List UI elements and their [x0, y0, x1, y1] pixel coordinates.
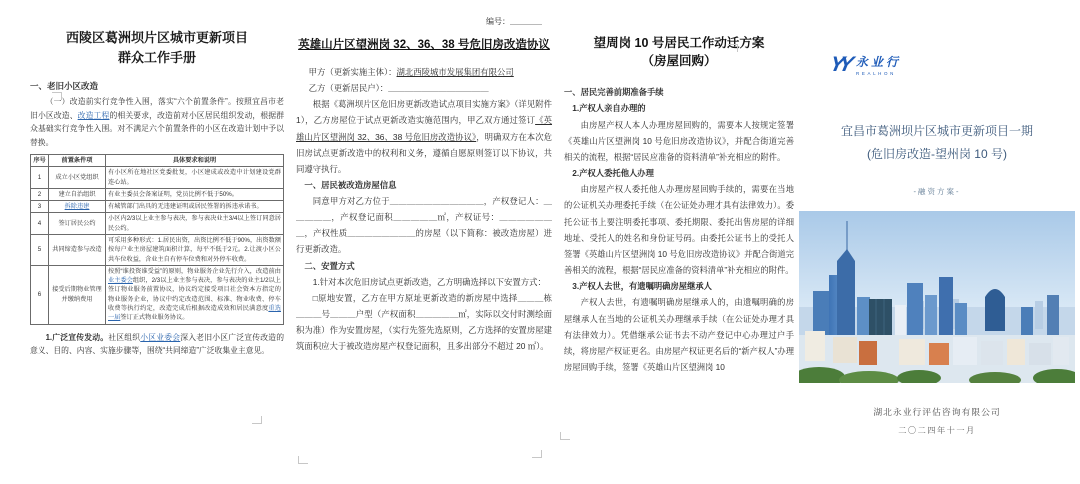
table-row: [31, 265, 284, 324]
row-no: 2: [31, 188, 49, 200]
col-header-item: 前置条件项: [49, 154, 106, 166]
mobilize-text-tail: 深入老旧小区广泛宣传改造的意义、目的、内容、实施步骤等，围绕“共同缔造”广泛收集业主意见。: [30, 332, 285, 356]
table-row: [31, 234, 284, 265]
plan-sub1-body: 由房屋产权人本人办理房屋回购的，需要本人按规定签署《英雄山片区望洲岗 10 号危旧房改造协议》，并配合街道完善相关的流程，根据“居民应准备的资料清单”补充相应的附件。: [564, 119, 794, 162]
cover-title-line1: 宜昌市葛洲坝片区城市更新项目一期: [840, 124, 1033, 138]
cover-subtitle: -融资方案-: [913, 186, 961, 196]
table-row: [31, 188, 284, 200]
table-row: [31, 213, 284, 235]
agreement-number-field: 编号：＿＿＿＿: [486, 17, 542, 26]
page-corner-mark: [298, 456, 308, 464]
plan-sub3-heading: 3.产权人去世，有遗嘱明确房屋继承人: [572, 281, 712, 292]
precondition-table: [30, 154, 284, 325]
agreement-title: 英雄山片区望洲岗 32、36、38 号危旧房改造协议: [298, 39, 550, 51]
party-a-label: 甲方（更新实施主体）：: [308, 67, 397, 77]
plan-sub2-heading: 2.产权人委托他人办理: [572, 168, 654, 179]
plan-sub3-body: 产权人去世，有遗嘱明确房屋继承人的，由遗嘱明确的房屋继承人在当地的公证机关办理继承手续（在公证处办理才具有法律效力）。凭借继承公证书去不动产登记中心办理过户手续，将房屋产权证更名。由房屋产权证更名后的“新产权人”办理房屋回购手续，签署《英雄山片区望洲岗 10: [564, 297, 794, 373]
demolish-illegal-build-link: 拆除违建: [49, 201, 106, 213]
mobilize-heading: 1.广泛宣传发动。: [45, 332, 109, 342]
plan-title-line2: （房屋回购）: [641, 54, 717, 69]
agreement-page: [296, 16, 552, 474]
page-corner-mark: [560, 432, 570, 440]
cover-title: [796, 120, 1078, 166]
desc-text: 组织，2/3以上业主参与表决，参与表决的业主1/2以上签订物业服务前置协议，协议约定接受项目社会资本方指定的物业服务企业，协议中约定改造范围、标准、物业收费、停车收费等执行约定，改造完成后根据改造成效和居民满意度: [108, 277, 281, 313]
handbook-page: [30, 22, 284, 472]
row-desc: 小区内2/3以上业主参与表决，参与表决业主3/4以上签订同意居民公约。: [106, 213, 284, 235]
yongyehang-logo-icon: YY: [827, 53, 851, 76]
logo-chinese-text: 永业行: [856, 55, 902, 69]
row-item: 建立自治组织: [49, 188, 106, 200]
row-no: 4: [31, 213, 49, 235]
row-no: 1: [31, 167, 49, 189]
handbook-title-line2: 群众工作手册: [117, 50, 196, 66]
row-no: 5: [31, 234, 49, 265]
house-info-paragraph: 同意甲方对乙方位于＿＿＿＿＿＿＿＿＿＿＿，产权登记人：＿＿＿＿＿，产权登记面积＿＿＿＿＿㎡，产权证号：＿＿＿＿＿＿＿，产权性质＿＿＿＿＿＿＿＿的房屋（以下简称：被改造房屋）进行更新改造。: [296, 196, 552, 255]
party-a-value: 湖北西陵城市发展集团有限公司: [396, 67, 514, 77]
page-corner-mark: [728, 44, 738, 52]
row-no: 3: [31, 201, 49, 213]
owners-committee-link: 业主委会: [108, 277, 133, 285]
col-header-no: 序号: [31, 154, 49, 166]
table-header-row: [31, 154, 284, 166]
intro-text: （一）改造前实行竞争性入围，落实“六个前置条件”。按照宜昌市老旧小区改造、: [30, 97, 284, 120]
row-item: 接受后期物业管理并缴纳费用: [49, 265, 106, 324]
cover-title-line2: (危旧房改造-望州岗 10 号): [866, 146, 1007, 161]
company-logo: [827, 53, 1078, 76]
agreement-name-underlined: 《英雄山片区望洲岗 32、36、38 号危旧房改造协议》: [296, 115, 553, 142]
cover-company-name: 湖北永业行评估咨询有限公司: [873, 406, 1001, 417]
plan-section1-heading: 一、居民完善前期准备手续: [564, 87, 664, 98]
row-desc: 有业主委员会备案证明，党员比例不低于50%。: [106, 188, 284, 200]
row-no: 6: [31, 265, 49, 324]
table-row: [31, 167, 284, 189]
agreement-preamble: [296, 96, 552, 177]
row-desc: 可采用多种形式：1.居民出资，出资比例不低于90%，出资数额按每户业主房屋建筑面积计算，每平不低于2元。2.让渡小区公共车位收益，含业主自有停车位费和对外停车收费。: [106, 234, 284, 265]
party-b-line: 乙方（更新居民户）：＿＿＿＿＿＿＿＿＿＿＿＿: [308, 83, 489, 94]
owners-committee-link: 小区业委会: [140, 332, 181, 342]
cover-date: 二〇二四年十一月: [898, 425, 976, 435]
financing-cover-page: [796, 10, 1078, 476]
preamble-text: 根据《葛洲坝片区危旧房更新改造试点项目实施方案》（详见附件 1），乙方房屋位于试点更新改造实施范围内，甲乙双方通过签订: [296, 99, 552, 126]
handbook-mobilize-paragraph: [30, 331, 284, 358]
table-row: [31, 201, 284, 213]
row-item: 共同缔造参与改造: [49, 234, 106, 265]
agreement-section1-heading: 一、居民被改造房屋信息: [304, 179, 397, 190]
handbook-section-heading: 一、老旧小区改造: [30, 81, 99, 92]
page-corner-mark: [532, 450, 542, 458]
re-elect-link: 重选一届: [108, 305, 282, 322]
plan-sub2-body: 由房屋产权人委托他人办理房屋回购手续的，需要在当地的公证机关办理委托手续（在公证处办理才具有法律效力）。委托公证书上要注明委托事项、委托期限、委托出售房屋的详细地址、受托人的姓名和身份证号码。由委托公证书上的受托人签署《英雄山片区望洲岗 10 号危旧房改造协议》并配合街道完善相关的流程，根据“居民应准备的资料清单”补充相应的附件。: [564, 184, 794, 276]
handbook-title-line1: 西陵区葛洲坝片区城市更新项目: [65, 30, 248, 45]
desc-text: 签订正式物业服务协议。: [120, 314, 189, 322]
plan-title-line1: 望周岗 10 号居民工作动迁方案: [593, 36, 765, 50]
desc-text: 按照“谁投资谁受益”的原则，物业服务企业先行介入，改造前由: [108, 267, 281, 275]
agreement-section2-heading: 二、安置方式: [304, 260, 355, 271]
row-desc: [106, 265, 284, 324]
intro-text-tail: 的相关要求，改造前对小区居民组织发动，根据群众基础实行竞争性入围。对不满足六个前置条件的小区在改造计划中予以替换。: [30, 110, 285, 147]
resettle-choice-paragraph: 1.针对本次危旧房试点更新改造，乙方明确选择以下安置方式：: [312, 276, 546, 287]
party-a-line: [296, 64, 552, 80]
row-desc: 有城管部门出具的无违建证明或居民签署的拆违承诺书。: [106, 201, 284, 213]
mobilize-text: 社区组织: [108, 332, 141, 342]
page-corner-mark: [52, 92, 62, 100]
in-situ-option-paragraph: □原地安置，乙方在甲方原址更新改造的新房屋中选择＿＿＿栋＿＿＿号＿＿＿户型（产权面积＿＿＿＿＿㎡，实际以交付时测绘面积为准）作为安置房屋，（实行先签先选原则，乙方选择的安置房屋建筑面积应大于被改造房屋产权登记面积，且多出部分不超过 20 ㎡）。: [296, 292, 552, 352]
col-header-desc: 具体要求和说明: [106, 154, 284, 166]
renovation-project-link: 改造工程: [77, 110, 110, 120]
handbook-title: [30, 28, 284, 68]
plan-title: [564, 34, 794, 70]
preamble-text-tail: ，明确双方在本次危旧房试点更新改造中的权利和义务，遵循自愿原则签订以下协议，共同遵守执行。: [296, 131, 553, 174]
logo-english-text: REALHON: [856, 71, 896, 76]
handbook-intro-paragraph: [30, 95, 284, 149]
city-skyline-image: [799, 211, 1075, 383]
row-desc: 有小区所在地社区党委批复，小区建成或改造中计划建设党群连心站。: [106, 167, 284, 189]
relocation-plan-page: [564, 34, 794, 464]
page-corner-mark: [252, 416, 262, 424]
plan-sub1-heading: 1.产权人亲自办理的: [572, 103, 646, 114]
row-item: 签订居民公约: [49, 213, 106, 235]
row-item: 成立小区党组织: [49, 167, 106, 189]
